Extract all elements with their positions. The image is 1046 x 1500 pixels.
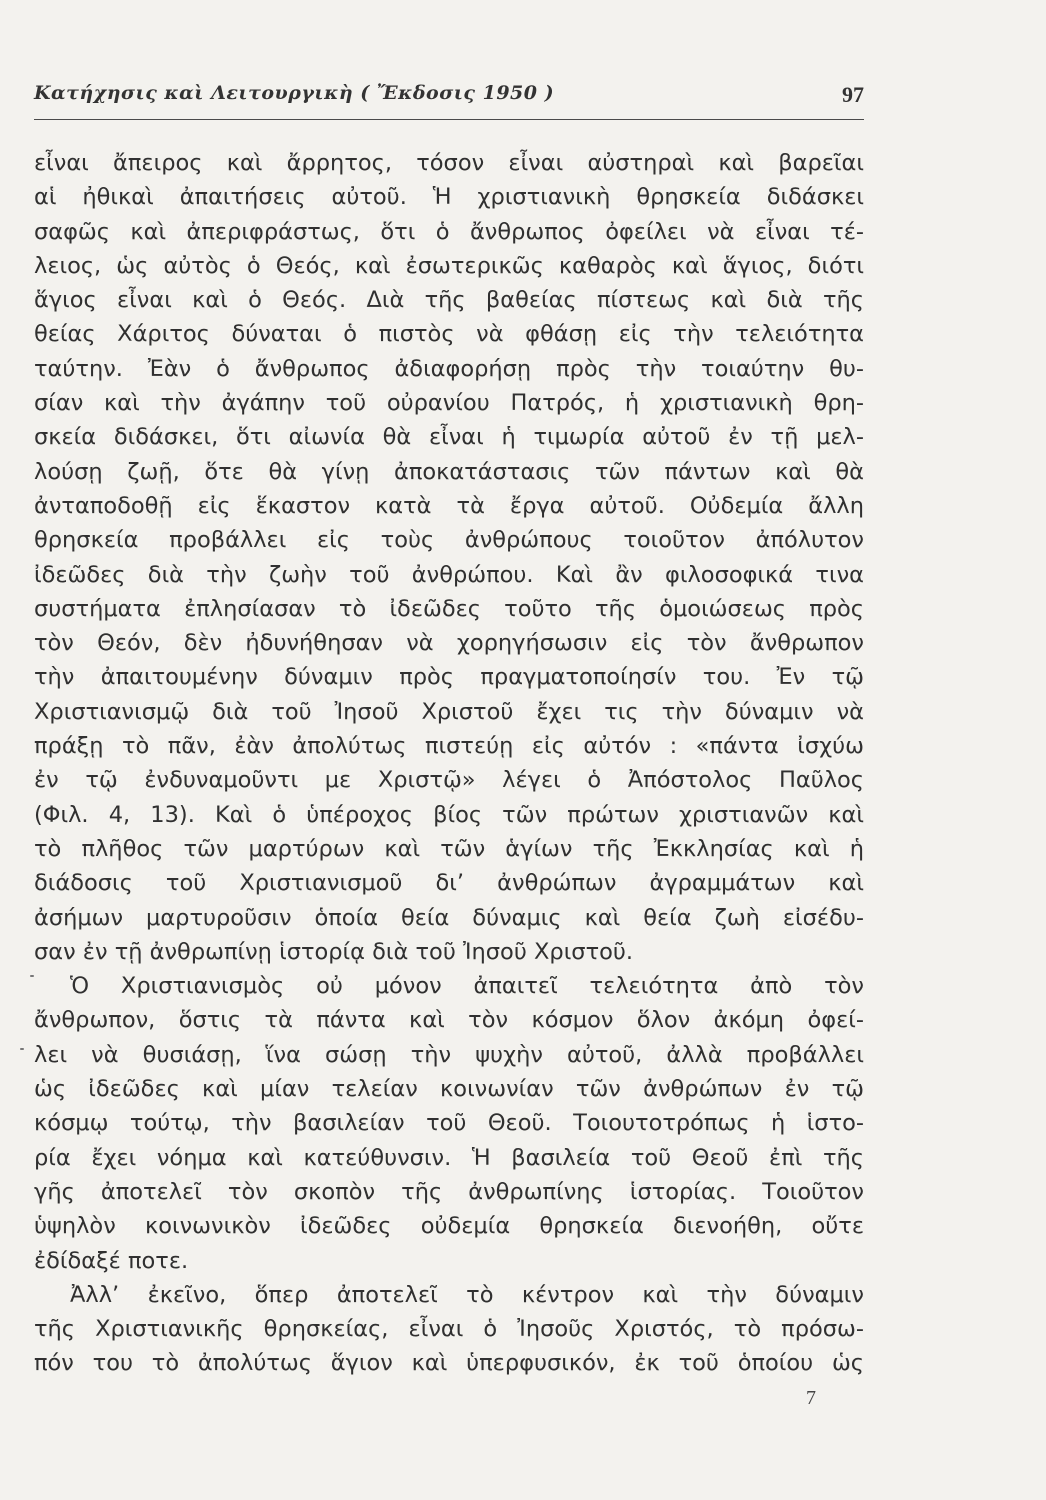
text-line: τὸ πλῆθος τῶν μαρτύρων καὶ τῶν ἁγίων τῆς Ἐκκλησίας καὶ ἡ: [34, 835, 864, 862]
text-line: λει νὰ θυσιάσῃ, ἵνα σώσῃ τὴν ψυχὴν αὐτοῦ, ἀλλὰ προβάλλει: [34, 1041, 864, 1068]
paragraph-first-line: Ὁ Χριστιανισμὸς οὐ μόνον ἀπαιτεῖ τελειότητα ἀπὸ τὸν: [70, 973, 864, 1000]
text-line: τὴν ἀπαιτουμένην δύναμιν πρὸς πραγματοποίησίν του. Ἐν τῷ: [34, 664, 864, 691]
text-line: ἄνθρωπον, ὅστις τὰ πάντα καὶ τὸν κόσμον ὅλον ἀκόμη ὀφεί-: [34, 1007, 864, 1034]
text-line: ὡς ἰδεῶδες καὶ μίαν τελείαν κοινωνίαν τῶν ἀνθρώπων ἐν τῷ: [34, 1076, 864, 1103]
text-line: ὑψηλὸν κοινωνικὸν ἰδεῶδες οὐδεμία θρησκεία διενοήθη, οὔτε: [34, 1213, 864, 1240]
text-line: ἰδεῶδες διὰ τὴν ζωὴν τοῦ ἀνθρώπου. Καὶ ἂν φιλοσοφικά τινα: [34, 561, 864, 588]
paragraph-last-line: σαν ἐν τῇ ἀνθρωπίνῃ ἱστορίᾳ διὰ τοῦ Ἰησοῦ Χριστοῦ.: [34, 938, 634, 965]
text-line: ἅγιος εἶναι καὶ ὁ Θεός. Διὰ τῆς βαθείας πίστεως καὶ διὰ τῆς: [34, 287, 864, 314]
body-text: [34, 146, 864, 1381]
text-line: σκεία διδάσκει, ὅτι αἰωνία θὰ εἶναι ἡ τιμωρία αὐτοῦ ἐν τῇ μελ-: [34, 424, 864, 451]
text-line: πόν του τὸ ἀπολύτως ἅγιον καὶ ὑπερφυσικόν, ἐκ τοῦ ὁποίου ὡς: [34, 1350, 864, 1377]
paragraph-first-line: Ἀλλ’ ἐκεῖνο, ὅπερ ἀποτελεῖ τὸ κέντρον καὶ τὴν δύναμιν: [70, 1281, 864, 1308]
print-speck: [20, 1048, 24, 1050]
text-line: ταύτην. Ἐὰν ὁ ἄνθρωπος ἀδιαφορήσῃ πρὸς τὴν τοιαύτην θυ-: [34, 355, 864, 382]
text-line: κόσμῳ τούτῳ, τὴν βασιλείαν τοῦ Θεοῦ. Τοιουτοτρόπως ἡ ἱστο-: [34, 1110, 864, 1137]
running-head: Κατήχησις καὶ Λειτουργικὴ ( Ἔκδοσις 1950 ): [34, 82, 555, 104]
text-line: γῆς ἀποτελεῖ τὸν σκοπὸν τῆς ἀνθρωπίνης ἱστορίας. Τοιοῦτον: [34, 1178, 864, 1205]
text-line: συστήματα ἐπλησίασαν τὸ ἰδεῶδες τοῦτο τῆς ὁμοιώσεως πρὸς: [34, 595, 864, 622]
text-line: τῆς Χριστιανικῆς θρησκείας, εἶναι ὁ Ἰησοῦς Χριστός, τὸ πρόσω-: [34, 1316, 864, 1343]
print-speck: [30, 975, 34, 977]
text-line: λούσῃ ζωῇ, ὅτε θὰ γίνῃ ἀποκατάστασις τῶν πάντων καὶ θὰ: [34, 458, 864, 485]
text-line: εἶναι ἄπειρος καὶ ἄρρητος, τόσον εἶναι αὐστηραὶ καὶ βαρεῖαι: [34, 150, 864, 176]
text-line: σίαν καὶ τὴν ἀγάπην τοῦ οὐρανίου Πατρός, ἡ χριστιανικὴ θρη-: [34, 390, 864, 417]
text-line: λειος, ὡς αὐτὸς ὁ Θεός, καὶ ἐσωτερικῶς καθαρὸς καὶ ἅγιος, διότι: [34, 252, 864, 279]
text-line: Χριστιανισμῷ διὰ τοῦ Ἰησοῦ Χριστοῦ ἔχει τις τὴν δύναμιν νὰ: [34, 698, 864, 725]
text-line: θείας Χάριτος δύναται ὁ πιστὸς νὰ φθάσῃ εἰς τὴν τελειότητα: [34, 321, 864, 348]
text-line: ρία ἔχει νόημα καὶ κατεύθυνσιν. Ἡ βασιλεία τοῦ Θεοῦ ἐπὶ τῆς: [34, 1144, 864, 1171]
text-line: ἀσήμων μαρτυροῦσιν ὁποία θεία δύναμις καὶ θεία ζωὴ εἰσέδυ-: [34, 904, 864, 931]
header-rule: [34, 119, 864, 120]
text-line: ἀνταποδοθῇ εἰς ἕκαστον κατὰ τὰ ἔργα αὐτοῦ. Οὐδεμία ἄλλη: [34, 492, 864, 519]
text-line: ἐν τῷ ἐνδυναμοῦντι με Χριστῷ» λέγει ὁ Ἀπόστολος Παῦλος: [34, 767, 864, 794]
text-line: σαφῶς καὶ ἀπεριφράστως, ὅτι ὁ ἄνθρωπος ὀφείλει νὰ εἶναι τέ-: [34, 218, 864, 245]
paragraph-last-line: ἐδίδαξέ ποτε.: [34, 1247, 189, 1274]
text-line: (Φιλ. 4, 13). Καὶ ὁ ὑπέροχος βίος τῶν πρώτων χριστιανῶν καὶ: [34, 801, 864, 828]
signature-mark: 7: [806, 1387, 816, 1409]
page-header: [34, 82, 864, 112]
text-line: τὸν Θεόν, δὲν ἠδυνήθησαν νὰ χορηγήσωσιν εἰς τὸν ἄνθρωπον: [34, 630, 864, 657]
text-line: πράξῃ τὸ πᾶν, ἐὰν ἀπολύτως πιστεύῃ εἰς αὐτόν : «πάντα ἰσχύω: [34, 733, 864, 760]
text-line: αἱ ἠθικαὶ ἀπαιτήσεις αὐτοῦ. Ἡ χριστιανικὴ θρησκεία διδάσκει: [34, 184, 864, 211]
page-number: 97: [842, 82, 864, 107]
text-line: θρησκεία προβάλλει εἰς τοὺς ἀνθρώπους τοιοῦτον ἀπόλυτον: [34, 527, 864, 554]
text-line: διάδοσις τοῦ Χριστιανισμοῦ δι’ ἀνθρώπων ἀγραμμάτων καὶ: [34, 870, 864, 897]
